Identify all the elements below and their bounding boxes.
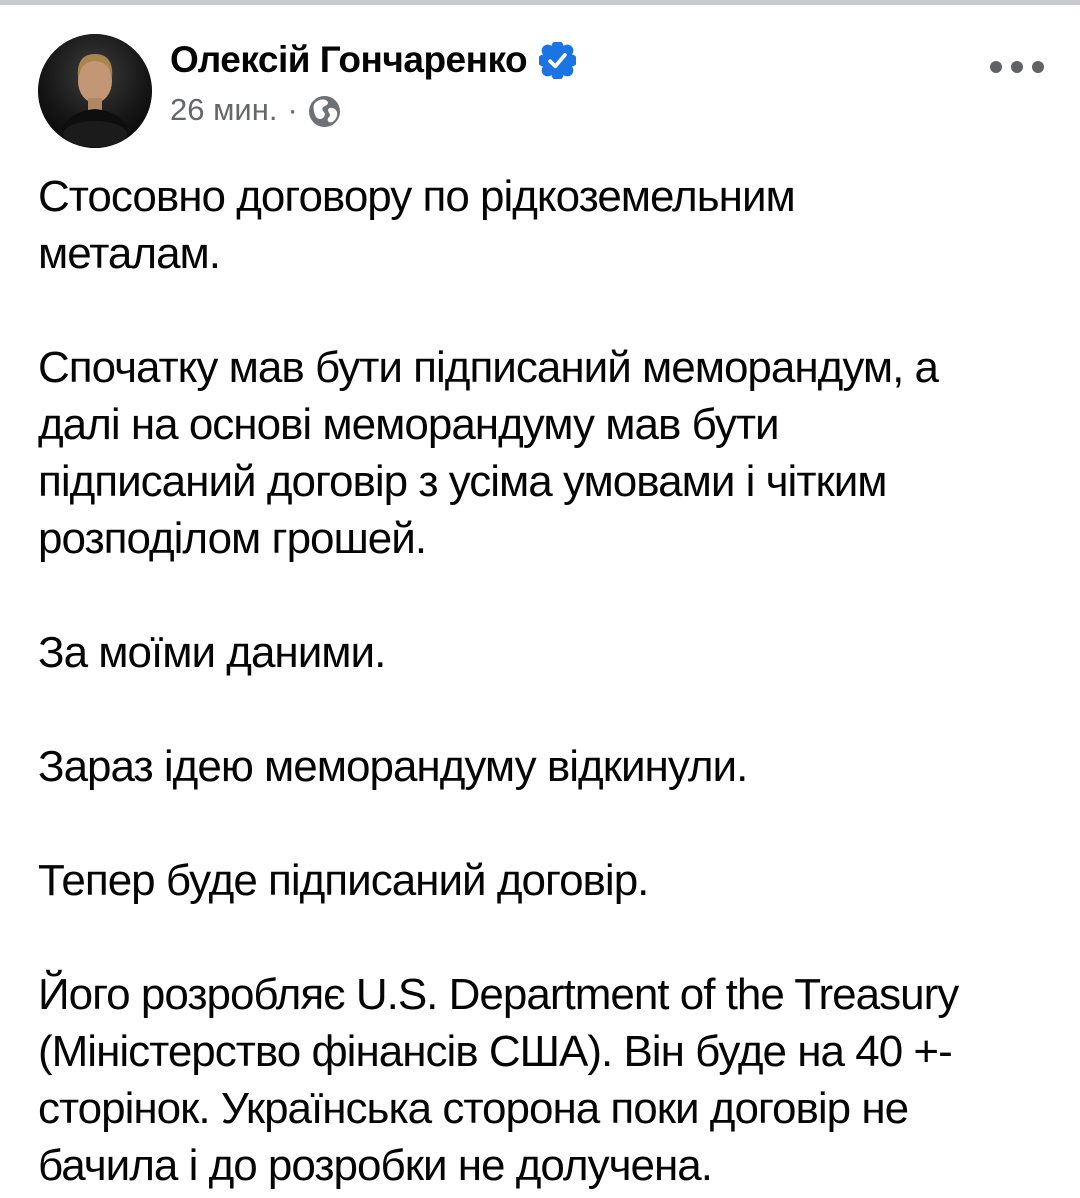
post-paragraph bbox=[38, 339, 1048, 567]
post-paragraph bbox=[38, 168, 1048, 282]
post-text-line: (Міністерство фінансів США). Він буде на 40 +- bbox=[38, 1027, 952, 1076]
post-text-line: розподілом грошей. bbox=[38, 514, 427, 563]
three-dots-icon bbox=[1011, 61, 1023, 73]
post-header bbox=[0, 5, 1080, 148]
post-meta bbox=[170, 92, 576, 128]
author-name-row bbox=[170, 35, 576, 85]
post-text-line: далі на основі меморандуму мав бути bbox=[38, 400, 779, 449]
post-body bbox=[38, 168, 1048, 1194]
timestamp[interactable]: 26 мин. bbox=[170, 92, 278, 127]
verified-badge-icon bbox=[539, 42, 576, 79]
post-text-line: Тепер буде підписаний договір. bbox=[38, 856, 649, 905]
post-text-line: Його розробляє U.S. Department of the Treasury bbox=[38, 970, 959, 1019]
facebook-post bbox=[0, 5, 1080, 1190]
post-paragraph bbox=[38, 852, 1048, 909]
author-name[interactable]: Олексій Гончаренко bbox=[170, 39, 528, 80]
post-text-line: підписаний договір з усіма умовами і чітким bbox=[38, 457, 887, 506]
post-paragraph bbox=[38, 624, 1048, 681]
globe-public-icon bbox=[308, 95, 341, 128]
post-text-line: За моїми даними. bbox=[38, 628, 386, 677]
profile-avatar[interactable] bbox=[38, 34, 152, 148]
post-text-line: бачила і до розробки не долучена. bbox=[38, 1141, 712, 1190]
post-text-line: Стосовно договору по рідкоземельним bbox=[38, 172, 795, 221]
three-dots-icon bbox=[990, 61, 1002, 73]
meta-separator: · bbox=[287, 92, 298, 127]
author-block bbox=[170, 34, 576, 148]
avatar-photo bbox=[38, 34, 152, 148]
post-paragraph bbox=[38, 966, 1048, 1194]
post-text-line: сторінок. Українська сторона поки договір не bbox=[38, 1084, 909, 1133]
post-text-line: Зараз ідею меморандуму відкинули. bbox=[38, 742, 748, 791]
post-options-button[interactable] bbox=[984, 55, 1050, 79]
three-dots-icon bbox=[1032, 61, 1044, 73]
post-text-line: металам. bbox=[38, 229, 221, 278]
post-paragraph bbox=[38, 738, 1048, 795]
post-text-line: Спочатку мав бути підписаний меморандум, а bbox=[38, 343, 939, 392]
